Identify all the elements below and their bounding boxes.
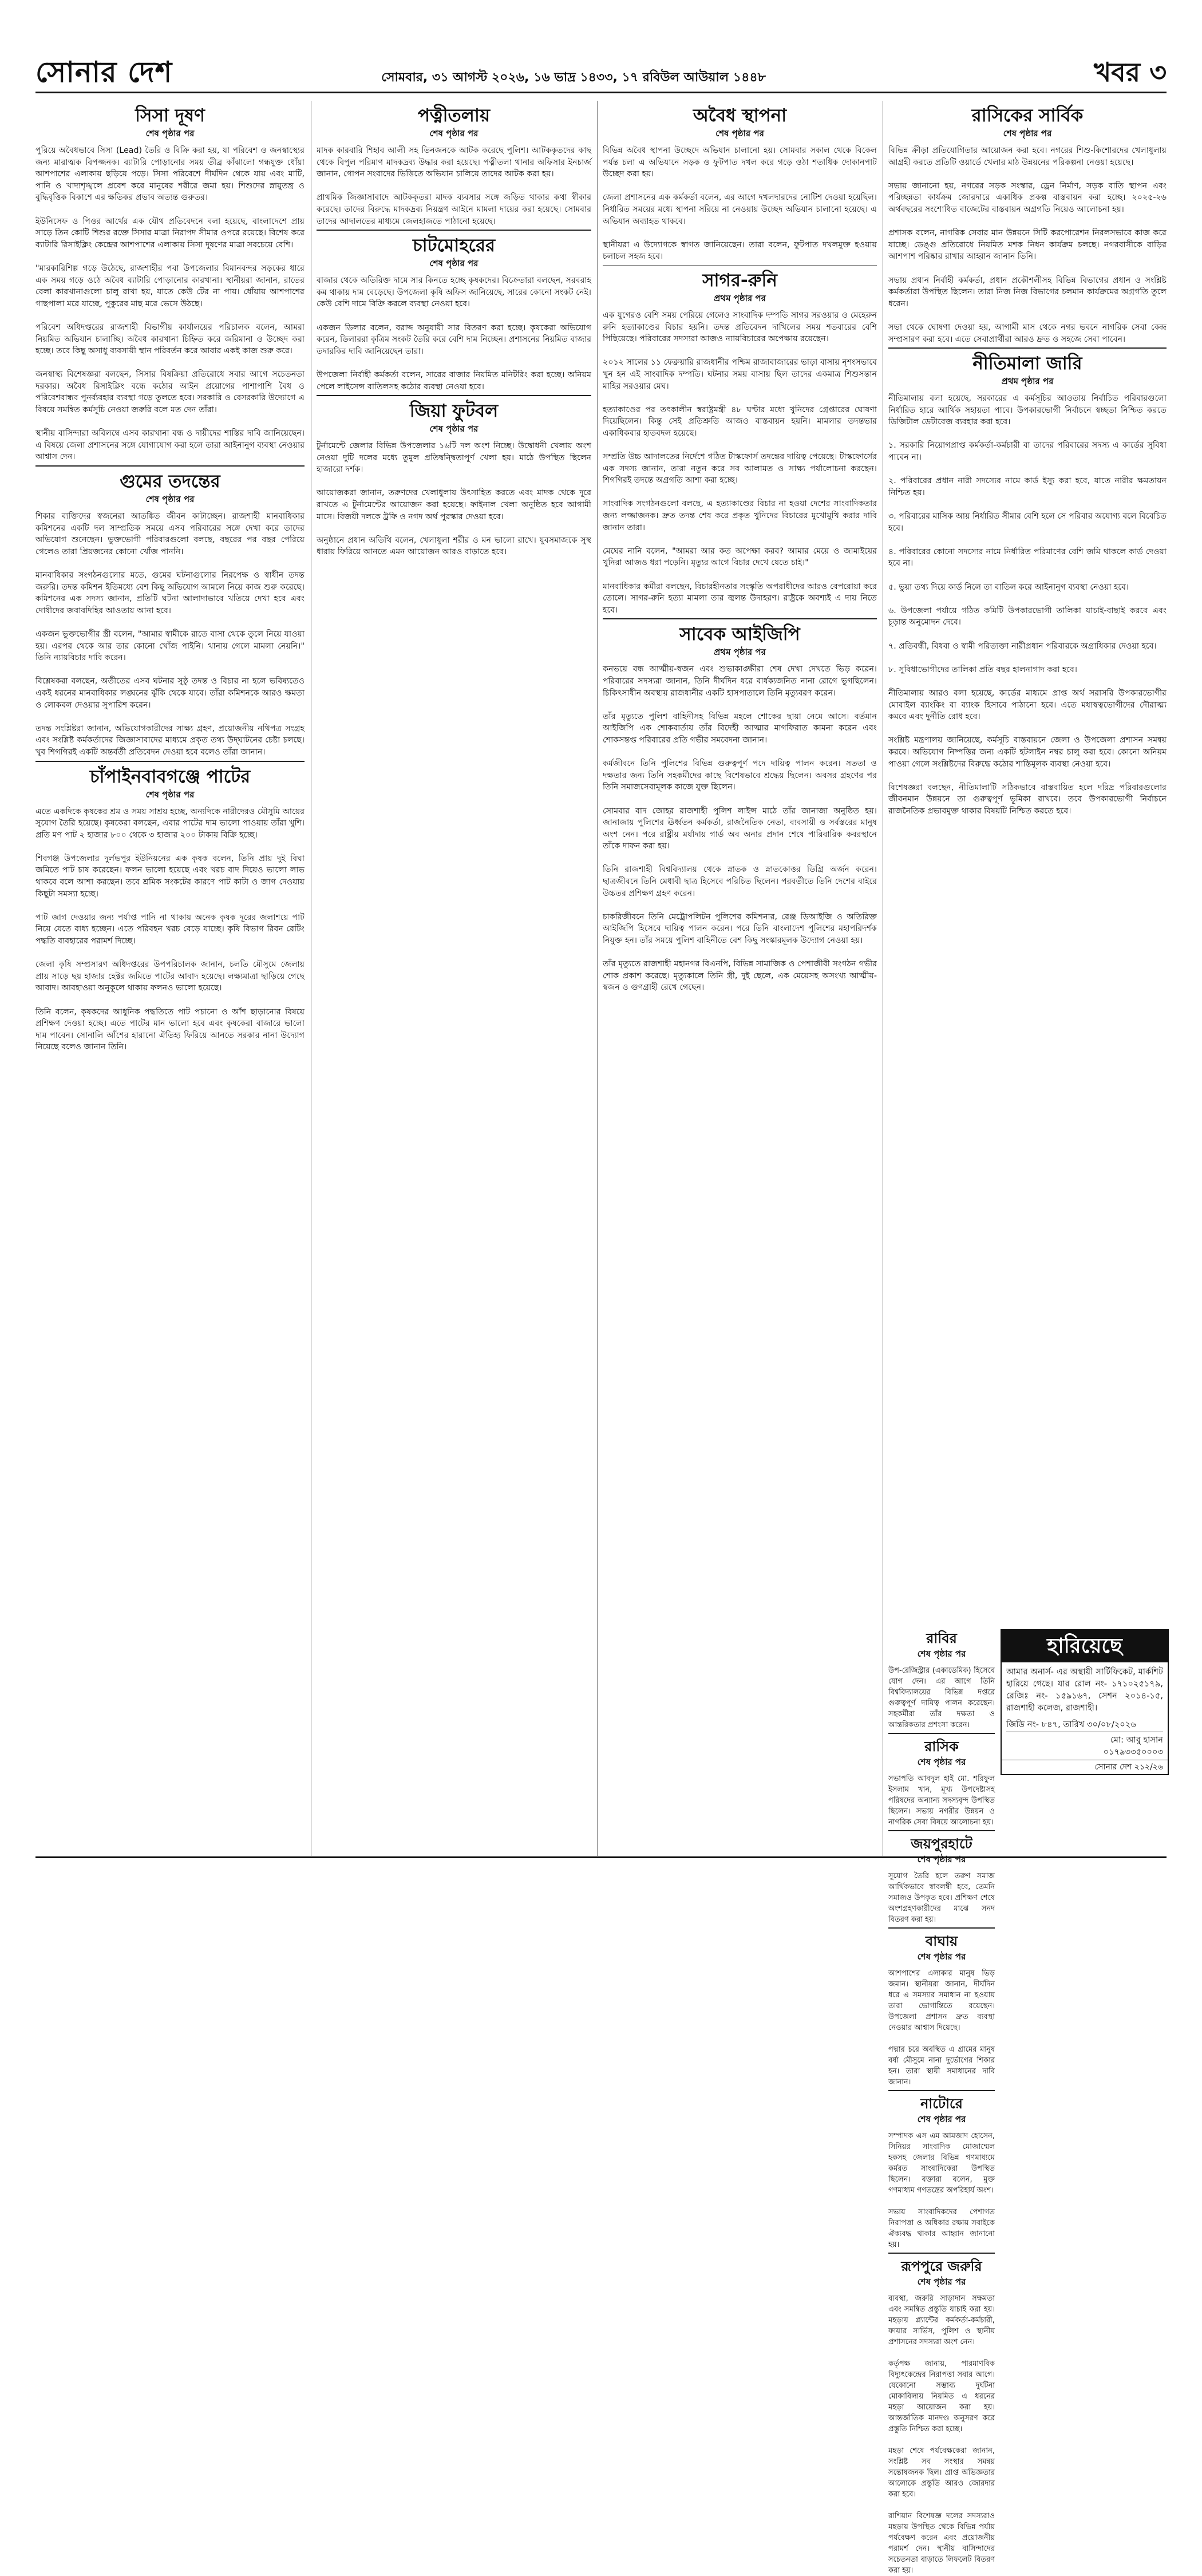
briefs-column: [888, 1629, 998, 2575]
article-kicker: শেষ পৃষ্ঠার পর: [145, 789, 195, 800]
article-kicker: শেষ পৃষ্ঠার পর: [917, 1649, 966, 1659]
article-body: মাদক কারবারি শিহাব আলী সহ তিনজনকে আটক করেছে পুলিশ। আটককৃতদের কাছ থেকে বিপুল পরিমাণ মাদকদ্রব্য উদ্ধার করা হয়েছে। পত্নীতলা থানার অফিসার ইনচার্জ জানান, গোপন সংবাদের ভিত্তিতে অভিযান চালিয়ে তাদের আটক করা হয়। প্রাথমিক জিজ্ঞাসাবাদে আটককৃতরা মাদক ব্যবসার সঙ্গে জড়িত থাকার কথা স্বীকার করেছে। তাদের বিরুদ্ধে মাদকদ্রব্য নিয়ন্ত্রণ আইনে মামলা দায়ের করা হয়েছে। সোমবার তাদের আদালতের মাধ্যমে জেলহাজতে পাঠানো হয়েছে।: [317, 146, 591, 226]
dateline: সোমবার, ৩১ আগস্ট ২০২৬, ১৬ ভাদ্র ১৪৩৩, ১৭ রবিউল আউয়াল ১৪৪৮: [381, 70, 766, 85]
notice-name: মো: আবু হাসান: [1110, 1735, 1163, 1745]
article-headline: গুমের তদন্তের: [120, 471, 220, 492]
column-divider: [597, 101, 598, 1856]
article-kicker: শেষ পৃষ্ঠার পর: [145, 494, 195, 505]
article-body: পুরিয়ে অবৈধভাবে সিসা (Lead) তৈরি ও বিক্রি করা হয়, যা পরিবেশ ও জনস্বাস্থ্যের জন্য মারাত্মক বিপজ্জনক। ব্যাটারি পোড়ানোর সময় তীব্র কাঁঝালো গন্ধযুক্ত ধোঁয়া আশপাশের এলাকায় ছড়িয়ে পড়ে। সিসা পরিবেশে দীর্ঘদিন থেকে যায় এবং মাটি, পানি ও খাদ্যশৃঙ্খলে প্রবেশ করে মানুষের শরীরে জমা হয়। শিশুদের স্নায়ুতন্ত্র ও বুদ্ধিবৃত্তিক বিকাশে এর ক্ষতিকর প্রভাব অত্যন্ত গুরুতর। ইউনিসেফ ও পিওর আর্থের এক যৌথ প্রতিবেদনে বলা হয়েছে, বাংলাদেশে প্রায় সাড়ে তিন কোটি শিশুর রক্তে সিসার মাত্রা নিরাপদ সীমার ওপরে রয়েছে। বিশেষ করে ব্যাটারি রিসাইক্লিং কেন্দ্রের আশপাশের এলাকায় সিসা দূষণের মাত্রা সবচেয়ে বেশি। "মারকারিশিল্প গড়ে উঠেছে, রাজশাহীর পবা উপজেলার বিমানবন্দর সড়কের ধারে এক সময় গড়ে ওঠে অবৈধ ব্যাটারি পোড়ানোর কারখানা। স্থানীয়রা জানান, রাতের বেলা কারখানাগুলো চালু রাখা হয়, যাতে কেউ টের না পায়। ধোঁয়ায় আশপাশের গাছপালা মরে যাচ্ছে, পুকুরের মাছ মরে ভেসে উঠছে। পরিবেশ অধিদপ্তরের রাজশাহী বিভাগীয় কার্যালয়ের পরিচালক বলেন, আমরা নিয়মিত অভিযান চালাচ্ছি। অবৈধ কারখানা চিহ্নিত করে জরিমানা ও উচ্ছেদ করা হচ্ছে। তবে কিছু অসাধু ব্যবসায়ী স্থান পরিবর্তন করে আবার একই কাজ শুরু করে। জনস্বাস্থ্য বিশেষজ্ঞরা বলছেন, সিসার বিষক্রিয়া প্রতিরোধে সবার আগে সচেতনতা দরকার। অবৈধ রিসাইক্লিং বন্ধে কঠোর আইন প্রয়োগের পাশাপাশি বৈধ ও পরিবেশবান্ধব পুনর্ব্যবহার ব্যবস্থা গড়ে তুলতে হবে। সরকারি ও বেসরকারি উদ্যোগে এ বিষয়ে সমন্বিত কর্মসূচি নেওয়া জরুরি বলে মত দেন তাঁরা। স্থানীয় বাসিন্দারা অবিলম্বে এসব কারখানা বন্ধ ও দায়ীদের শাস্তির দাবি জানিয়েছেন। এ বিষয়ে জেলা প্রশাসনের সঙ্গে যোগাযোগ করা হলে তারা আইনানুগ ব্যবস্থা নেওয়ার আশ্বাস দেন।: [35, 146, 305, 462]
article-body: নীতিমালায় বলা হয়েছে, সরকারের এ কর্মসূচির আওতায় নির্বাচিত পরিবারগুলো নির্ধারিত হারে আর্থিক সহায়তা পাবে। উপকারভোগী নির্বাচনে স্বচ্ছতা নিশ্চিত করতে ডিজিটাল ডেটাবেজ ব্যবহার করা হবে। ১. সরকারি নিয়োগপ্রাপ্ত কর্মকর্তা-কর্মচারী বা তাদের পরিবারের সদস্য এ কার্ডের সুবিধা পাবেন না। ২. পরিবারের প্রধান নারী সদস্যের নামে কার্ড ইস্যু করা হবে, যাতে নারীর ক্ষমতায়ন নিশ্চিত হয়। ৩. পরিবারের মাসিক আয় নির্ধারিত সীমার বেশি হলে সে পরিবার অযোগ্য বলে বিবেচিত হবে। ৪. পরিবারের কোনো সদস্যের নামে নির্ধারিত পরিমাণের বেশি জমি থাকলে কার্ড দেওয়া হবে না। ৫. ভুয়া তথ্য দিয়ে কার্ড নিলে তা বাতিল করে আইনানুগ ব্যবস্থা নেওয়া হবে। ৬. উপজেলা পর্যায়ে গঠিত কমিটি উপকারভোগী তালিকা যাচাই-বাছাই করবে এবং চূড়ান্ত অনুমোদন দেবে। ৭. প্রতিবন্ধী, বিধবা ও স্বামী পরিত্যক্তা নারীপ্রধান পরিবারকে অগ্রাধিকার দেওয়া হবে। ৮. সুবিধাভোগীদের তালিকা প্রতি বছর হালনাগাদ করা হবে। নীতিমালায় আরও বলা হয়েছে, কার্ডের মাধ্যমে প্রাপ্ত অর্থ সরাসরি উপকারভোগীর মোবাইল ব্যাংকিং বা ব্যাংক হিসাবে পাঠানো হবে। এতে মধ্যস্বত্বভোগীদের দৌরাত্ম্য কমবে এবং দুর্নীতি রোধ হবে। সংশ্লিষ্ট মন্ত্রণালয় জানিয়েছে, কর্মসূচি বাস্তবায়নে জেলা ও উপজেলা প্রশাসন সমন্বয় করবে। অভিযোগ নিষ্পত্তির জন্য একটি হটলাইন নম্বর চালু করা হবে। কোনো অনিয়ম পাওয়া গেলে সংশ্লিষ্টদের বিরুদ্ধে কঠোর শাস্তিমূলক ব্যবস্থা নেওয়া হবে। বিশেষজ্ঞরা বলছেন, নীতিমালাটি সঠিকভাবে বাস্তবায়িত হলে দরিদ্র পরিবারগুলোর জীবনমান উন্নয়নে তা গুরুত্বপূর্ণ ভূমিকা রাখবে। তবে উপকারভোগী নির্বাচনে রাজনৈতিক প্রভাবমুক্ত থাকার বিষয়টি নিশ্চিত করতে হবে।: [888, 394, 1167, 816]
masthead: [35, 55, 1167, 90]
article-headline: রাসিক: [924, 1739, 959, 1755]
article-body: বিভিন্ন অবৈধ স্থাপনা উচ্ছেদে অভিযান চালানো হয়। সোমবার সকাল থেকে বিকেল পর্যন্ত চলা এ অভিযানে সড়ক ও ফুটপাত দখল করে গড়ে ওঠা শতাধিক দোকানপাট উচ্ছেদ করা হয়। জেলা প্রশাসনের এক কর্মকর্তা বলেন, এর আগে দখলদারদের নোটিশ দেওয়া হয়েছিল। নির্ধারিত সময়ের মধ্যে স্থাপনা সরিয়ে না নেওয়ায় উচ্ছেদ অভিযান চালানো হয়েছে। এ অভিযান অব্যাহত থাকবে। স্থানীয়রা এ উদ্যোগকে স্বাগত জানিয়েছেন। তারা বলেন, ফুটপাত দখলমুক্ত হওয়ায় চলাচল সহজ হবে।: [603, 146, 877, 262]
lost-notice: [1001, 1629, 1169, 1775]
article-body: সভাপতি আবদুল হাই মো. শরিফুল ইসলাম খান, মূখ্য উপদেষ্টাসহ পরিষদের অন্যান্য সদস্যবৃন্দ উপস্থিত ছিলেন। সভায় নগরীর উন্নয়ন ও নাগরিক সেবা বিষয়ে আলোচনা হয়।: [888, 1775, 998, 1827]
article-kicker: প্রথম পৃষ্ঠার পর: [714, 647, 766, 658]
article-body: শিকার ব্যক্তিদের স্বজনেরা আতঙ্কিত জীবন কাটাচ্ছেন। রাজশাহী মানবাধিকার কমিশনের একটি দল সাম্প্রতিক সময়ে এসব পরিবারের সঙ্গে দেখা করে তাদের অভিযোগ শুনেছেন। ভুক্তভোগী পরিবারগুলো বলছে, বছরের পর বছর পেরিয়ে গেলেও তারা প্রিয়জনের কোনো খোঁজ পাননি। মানবাধিকার সংগঠনগুলোর মতে, গুমের ঘটনাগুলোর নিরপেক্ষ ও স্বাধীন তদন্ত জরুরি। তদন্ত কমিশন ইতিমধ্যে বেশ কিছু অভিযোগ আমলে নিয়ে কাজ শুরু করেছে। কমিশনের এক সদস্য জানান, প্রতিটি ঘটনা আলাদাভাবে খতিয়ে দেখা হবে এবং দোষীদের জবাবদিহির আওতায় আনা হবে। একজন ভুক্তভোগীর স্ত্রী বলেন, "আমার স্বামীকে রাতে বাসা থেকে তুলে নিয়ে যাওয়া হয়। এরপর থেকে আর তার কোনো খোঁজ পাইনি। থানায় গেলে মামলা নেয়নি।" তিনি ন্যায়বিচার দাবি করেন। বিশ্লেষকরা বলছেন, অতীতের এসব ঘটনার সুষ্ঠু তদন্ত ও বিচার না হলে ভবিষ্যতেও একই ধরনের মানবাধিকার লঙ্ঘনের ঝুঁকি থেকে যাবে। তাঁরা কমিশনকে আরও ক্ষমতা ও লোকবল দেওয়ার সুপারিশ করেন। তদন্ত সংশ্লিষ্টরা জানান, অভিযোগকারীদের সাক্ষ্য গ্রহণ, প্রয়োজনীয় নথিপত্র সংগ্রহ এবং সংশ্লিষ্ট কর্মকর্তাদের জিজ্ঞাসাবাদের মাধ্যমে প্রকৃত তথ্য উদ্‌ঘাটনের চেষ্টা চলছে। খুব শিগগিরই একটি অন্তর্বর্তী প্রতিবেদন দেওয়া হবে বলেও তাঁরা জানান।: [35, 512, 305, 757]
article-body: উপ-রেজিস্ট্রার (একাডেমিক) হিসেবে যোগ দেন। এর আগে তিনি বিশ্ববিদ্যালয়ের বিভিন্ন দপ্তরে গুরুত্বপূর্ণ দায়িত্ব পালন করেছেন। সহকর্মীরা তাঁর দক্ষতা ও আন্তরিকতার প্রশংসা করেন।: [888, 1666, 998, 1729]
masthead-rule: [35, 92, 1167, 93]
article-headline: রূপপুরে জরুরি: [901, 2258, 982, 2274]
article-body: সম্পাদক এস এম আমজাদ হোসেন, সিনিয়র সাংবাদিক মোজাম্মেল হকসহ জেলার বিভিন্ন গণমাধ্যমে কর্মরত সাংবাদিকেরা উপস্থিত ছিলেন। বক্তারা বলেন, মুক্ত গণমাধ্যম গণতন্ত্রের অপরিহার্য অংশ। সভায় সাংবাদিকদের পেশাগত নিরাপত্তা ও অধিকার রক্ষায় সবাইকে ঐক্যবদ্ধ থাকার আহ্বান জানানো হয়।: [888, 2132, 995, 2249]
article-kicker: শেষ পৃষ্ঠার পর: [917, 1951, 966, 1962]
article-body: কনভয়ে বন্ধ আত্মীয়-স্বজন এবং শুভাকাঙ্ক্ষীরা শেষ দেখা দেখতে ভিড় করেন। পরিবারের সদস্যরা জানান, তিনি দীর্ঘদিন ধরে বার্ধক্যজনিত নানা রোগে ভুগছিলেন। চিকিৎসাধীন অবস্থায় রাজধানীর একটি হাসপাতালে তিনি মৃত্যুবরণ করেন। তাঁর মৃত্যুতে পুলিশ বাহিনীসহ বিভিন্ন মহলে শোকের ছায়া নেমে আসে। বর্তমান আইজিপি এক শোকবার্তায় তাঁর বিদেহী আত্মার মাগফিরাত কামনা করেন এবং শোকসন্তপ্ত পরিবারের প্রতি গভীর সমবেদনা জানান। কর্মজীবনে তিনি পুলিশের বিভিন্ন গুরুত্বপূর্ণ পদে দায়িত্ব পালন করেন। সততা ও দক্ষতার জন্য তিনি সহকর্মীদের কাছে বিশেষভাবে শ্রদ্ধেয় ছিলেন। অবসর গ্রহণের পর তিনি সমাজসেবামূলক কাজে যুক্ত ছিলেন। সোমবার বাদ জোহর রাজশাহী পুলিশ লাইন্স মাঠে তাঁর জানাজা অনুষ্ঠিত হয়। জানাজায় পুলিশের ঊর্ধ্বতন কর্মকর্তা, রাজনৈতিক নেতা, ব্যবসায়ী ও সর্বস্তরের মানুষ অংশ নেন। পরে রাষ্ট্রীয় মর্যাদায় গার্ড অব অনার প্রদান শেষে পারিবারিক কবরস্থানে তাঁকে দাফন করা হয়। তিনি রাজশাহী বিশ্ববিদ্যালয় থেকে স্নাতক ও স্নাতকোত্তর ডিগ্রি অর্জন করেন। ছাত্রজীবনে তিনি মেধাবী ছাত্র হিসেবে পরিচিত ছিলেন। পরবর্তীতে তিনি দেশের বাইরে উচ্চতর প্রশিক্ষণ গ্রহণ করেন। চাকরিজীবনে তিনি মেট্রোপলিটন পুলিশের কমিশনার, রেঞ্জ ডিআইজি ও অতিরিক্ত আইজিপি হিসেবে দায়িত্ব পালন করেন। পরে তিনি বাংলাদেশ পুলিশের মহাপরিদর্শক নিযুক্ত হন। তাঁর সময়ে পুলিশ বাহিনীতে বেশ কিছু সংস্কারমূলক উদ্যোগ নেওয়া হয়। তাঁর মৃত্যুতে রাজশাহী মহানগর বিএনপি, বিভিন্ন সামাজিক ও পেশাজীবী সংগঠন গভীর শোক প্রকাশ করেছে। মৃত্যুকালে তিনি স্ত্রী, দুই ছেলে, এক মেয়েসহ অসংখ্য আত্মীয়-স্বজন ও গুণগ্রাহী রেখে গেছেন।: [603, 665, 877, 993]
article-kicker: শেষ পৃষ্ঠার পর: [429, 258, 479, 269]
article-chapainawabganj-pater: [35, 761, 305, 1053]
article-body: ব্যবস্থা, জরুরি সাড়াদান সক্ষমতা এবং সমন্বিত প্রস্তুতি যাচাই করা হয়। মহড়ায় প্ল্যান্টের কর্মকর্তা-কর্মচারী, ফায়ার সার্ভিস, পুলিশ ও স্থানীয় প্রশাসনের সদস্যরা অংশ নেন। কর্তৃপক্ষ জানায়, পারমাণবিক বিদ্যুৎকেন্দ্রের নিরাপত্তা সবার আগে। যেকোনো সম্ভাব্য দুর্ঘটনা মোকাবিলায় নিয়মিত এ ধরনের মহড়া আয়োজন করা হয়। আন্তর্জাতিক মানদণ্ড অনুসরণ করে প্রস্তুতি নিশ্চিত করা হচ্ছে। মহড়া শেষে পর্যবেক্ষকেরা জানান, সংশ্লিষ্ট সব সংস্থার সমন্বয় সন্তোষজনক ছিল। প্রাপ্ত অভিজ্ঞতার আলোকে প্রস্তুতি আরও জোরদার করা হবে। রাশিয়ান বিশেষজ্ঞ দলের সদস্যরাও মহড়ায় উপস্থিত থেকে বিভিন্ন পর্যায় পর্যবেক্ষণ করেন এবং প্রয়োজনীয় পরামর্শ দেন। স্থানীয় বাসিন্দাদের সচেতনতা বাড়াতে লিফলেট বিতরণ করা হয়।: [888, 2294, 995, 2575]
article-body: এতে একদিকে কৃষকের শ্রম ও সময় সাশ্রয় হচ্ছে, অন্যদিকে নারীদেরও মৌসুমি আয়ের সুযোগ তৈরি হয়েছে। কৃষকেরা বলছেন, এবার পাটের দাম ভালো পাওয়ায় তাঁরা খুশি। প্রতি মণ পাট ২ হাজার ৮০০ থেকে ৩ হাজার ২০০ টাকায় বিক্রি হচ্ছে। শিবগঞ্জ উপজেলার দুর্লভপুর ইউনিয়নের এক কৃষক বলেন, তিনি প্রায় দুই বিঘা জমিতে পাট চাষ করেছেন। ফলন ভালো হয়েছে এবং খরচ বাদ দিয়েও ভালো লাভ থাকবে বলে আশা করছেন। তবে শ্রমিক সংকটের কারণে পাট কাটা ও জাগ দেওয়ায় কিছুটা সমস্যা হচ্ছে। পাট জাগ দেওয়ার জন্য পর্যাপ্ত পানি না থাকায় অনেক কৃষক দূরের জলাশয়ে পাট নিয়ে যেতে বাধ্য হচ্ছেন। এতে পরিবহন খরচ বেড়ে যাচ্ছে। কৃষি বিভাগ রিবন রেটিং পদ্ধতি ব্যবহারের পরামর্শ দিচ্ছে। জেলা কৃষি সম্প্রসারণ অধিদপ্তরের উপপরিচালক জানান, চলতি মৌসুমে জেলায় প্রায় সাড়ে ছয় হাজার হেক্টর জমিতে পাটের আবাদ হয়েছে। লক্ষ্যমাত্রা ছাড়িয়ে গেছে আবাদ। আবহাওয়া অনুকূলে থাকায় ফলনও ভালো হয়েছে। তিনি বলেন, কৃষকদের আধুনিক পদ্ধতিতে পাট পচানো ও আঁশ ছাড়ানোর বিষয়ে প্রশিক্ষণ দেওয়া হচ্ছে। এতে পাটের মান ভালো হবে এবং কৃষকেরা বাজারে ভালো দাম পাবেন। সোনালি আঁশের হারানো ঐতিহ্য ফিরিয়ে আনতে সরকার নানা উদ্যোগ নিয়েছে বলেও জানান তিনি।: [35, 807, 305, 1052]
article-kicker: শেষ পৃষ্ঠার পর: [1003, 128, 1052, 139]
article-body: আশপাশের এলাকার মানুষ ভিড় জমান। স্থানীয়রা জানান, দীর্ঘদিন ধরে এ সমস্যার সমাধান না হওয়ায় তারা ভোগান্তিতে রয়েছেন। উপজেলা প্রশাসন দ্রুত ব্যবস্থা নেওয়ার আশ্বাস দিয়েছে। পদ্মার চরে অবস্থিত এ গ্রামের মানুষ বর্ষা মৌসুমে নানা দুর্ভোগের শিকার হন। তারা স্থায়ী সমাধানের দাবি জানান।: [888, 1969, 995, 2087]
article-rooppur: [888, 2253, 995, 2576]
article-body: সুযোগ তৈরি হলে তরুণ সমাজ আর্থিকভাবে স্বাবলম্বী হবে, তেমনি সমাজও উপকৃত হবে। প্রশিক্ষণ শেষে অংশগ্রহণকারীদের মাঝে সনদ বিতরণ করা হয়।: [888, 1872, 998, 1924]
article-gumer-tadanter: [35, 465, 305, 758]
article-body: এক যুগেরও বেশি সময় পেরিয়ে গেলেও সাংবাদিক দম্পতি সাগর সরওয়ার ও মেহেরুন রুনি হত্যাকাণ্ডের বিচার হয়নি। তদন্ত প্রতিবেদন দাখিলের সময় শতবারের বেশি পিছিয়েছে। পরিবারের সদস্যরা আজও ন্যায়বিচারের অপেক্ষায় রয়েছেন। ২০১২ সালের ১১ ফেব্রুয়ারি রাজধানীর পশ্চিম রাজাবাজারের ভাড়া বাসায় নৃশংসভাবে খুন হন এই সাংবাদিক দম্পতি। ঘটনার সময় বাসায় ছিল তাদের একমাত্র শিশুসন্তান মাহির সরওয়ার মেঘ। হত্যাকাণ্ডের পর তৎকালীন স্বরাষ্ট্রমন্ত্রী ৪৮ ঘণ্টার মধ্যে খুনিদের গ্রেপ্তারের ঘোষণা দিয়েছিলেন। কিন্তু সেই প্রতিশ্রুতি আজও বাস্তবায়ন হয়নি। মামলার তদন্তভার একাধিকবার হাতবদল হয়েছে। সম্প্রতি উচ্চ আদালতের নির্দেশে গঠিত টাস্কফোর্স তদন্তের দায়িত্ব পেয়েছে। টাস্কফোর্সের এক সদস্য জানান, তারা নতুন করে সব আলামত ও সাক্ষ্য পর্যালোচনা করছেন। শিগগিরই তদন্তে অগ্রগতি আশা করা হচ্ছে। সাংবাদিক সংগঠনগুলো বলছে, এ হত্যাকাণ্ডের বিচার না হওয়া দেশের সাংবাদিকতার জন্য লজ্জাজনক। দ্রুত তদন্ত শেষ করে প্রকৃত খুনিদের বিচারের মুখোমুখি করার দাবি জানান তারা। মেঘের নানি বলেন, "আমরা আর কত অপেক্ষা করব? আমার মেয়ে ও জামাইয়ের খুনিরা আজও ধরা পড়েনি। মৃত্যুর আগে বিচার দেখে যেতে চাই।" মানবাধিকার কর্মীরা বলছেন, বিচারহীনতার সংস্কৃতি অপরাধীদের আরও বেপরোয়া করে তোলে। সাগর-রুনি হত্যা মামলা তার জ্বলন্ত উদাহরণ। রাষ্ট্রকে অবশ্যই এ দায় নিতে হবে।: [603, 310, 877, 615]
column-1: [35, 101, 305, 1856]
notice-source: সোনার দেশ ২১২/২৬: [1002, 1760, 1168, 1774]
column-3: [603, 101, 877, 1856]
article-kicker: প্রথম পৃষ্ঠার পর: [714, 293, 766, 303]
article-chatmohorer: [317, 230, 591, 393]
article-patnitola: [317, 105, 591, 227]
article-headline: সিসা দূষণ: [135, 105, 205, 126]
article-body: টুর্নামেন্টে জেলার বিভিন্ন উপজেলার ১৬টি দল অংশ নিচ্ছে। উদ্বোধনী খেলায় অংশ নেওয়া দুটি দলের মধ্যে তুমুল প্রতিদ্বন্দ্বিতাপূর্ণ খেলা হয়। মাঠে উপস্থিত ছিলেন হাজারো দর্শক। আয়োজকরা জানান, তরুণদের খেলাধুলায় উৎসাহিত করতে এবং মাদক থেকে দূরে রাখতে এ টুর্নামেন্টের আয়োজন করা হয়েছে। ফাইনাল খেলা অনুষ্ঠিত হবে আগামী মাসে। বিজয়ী দলকে ট্রফি ও নগদ অর্থ পুরস্কার দেওয়া হবে। অনুষ্ঠানে প্রধান অতিথি বলেন, খেলাধুলা শরীর ও মন ভালো রাখে। যুবসমাজকে সুস্থ ধারায় ফিরিয়ে আনতে এমন আয়োজন আরও বাড়াতে হবে।: [317, 441, 591, 557]
notice-gd: জিডি নং- ৮৪৭, তারিখ ৩০/০৮/২০২৬: [1006, 1720, 1136, 1729]
article-rabir: [888, 1630, 998, 1730]
article-body: বাজার থেকে অতিরিক্ত দামে সার কিনতে হচ্ছে কৃষকদের। বিক্রেতারা বলছেন, সরবরাহ কম থাকায় দাম বেড়েছে। উপজেলা কৃষি অফিস জানিয়েছে, সারের কোনো সংকট নেই। কেউ বেশি দামে বিক্রি করলে ব্যবস্থা নেওয়া হবে। একজন ডিলার বলেন, বরাদ্দ অনুযায়ী সার বিতরণ করা হচ্ছে। কৃষকেরা অভিযোগ করেন, ডিলাররা কৃত্রিম সংকট তৈরি করে বেশি দাম নিচ্ছেন। প্রশাসনের নিয়মিত বাজার তদারকির দাবি জানিয়েছেন তারা। উপজেলা নির্বাহী কর্মকর্তা বলেন, সারের বাজার নিয়মিত মনিটরিং করা হচ্ছে। অনিয়ম পেলে লাইসেন্স বাতিলসহ কঠোর ব্যবস্থা নেওয়া হবে।: [317, 276, 591, 392]
article-kicker: শেষ পৃষ্ঠার পর: [145, 128, 195, 139]
article-headline: সাবেক আইজিপি: [679, 624, 800, 645]
article-kicker: শেষ পৃষ্ঠার পর: [429, 128, 479, 139]
article-headline: জয়পুরহাটে: [911, 1836, 972, 1852]
article-headline: চাঁপাইনবাবগঞ্জে পাটের: [89, 766, 251, 787]
article-obaidh-sthapona: [603, 105, 877, 266]
article-kicker: শেষ পৃষ্ঠার পর: [429, 424, 479, 434]
article-kicker: শেষ পৃষ্ঠার পর: [917, 1757, 966, 1767]
article-headline: নীতিমালা জারি: [972, 353, 1082, 374]
column-4: [888, 101, 1167, 1856]
article-zia-football: [317, 395, 591, 558]
newspaper-logo: সোনার দেশ: [35, 55, 173, 89]
article-kicker: শেষ পৃষ্ঠার পর: [917, 1854, 966, 1864]
article-headline: অবৈধ স্থাপনা: [693, 105, 787, 126]
article-kicker: শেষ পৃষ্ঠার পর: [917, 2114, 966, 2124]
article-kicker: প্রথম পৃষ্ঠার পর: [1001, 376, 1054, 387]
article-kicker: শেষ পৃষ্ঠার পর: [715, 128, 764, 139]
article-headline: রাসিকের সার্বিক: [971, 105, 1084, 126]
notice-signature: [1006, 1732, 1163, 1760]
notice-body: আমার অনার্স- এর অস্থায়ী সার্টিফিকেট, মার্কশিট হারিয়ে গেছে। যার রোল নং- ১৭১০২৫১৭৯, রেজিঃ নং- ১৫৯১৬৭, সেশন ২০১৪-১৫, রাজশাহী কলেজ, রাজশাহী।: [1006, 1667, 1163, 1713]
article-sisa-dushon: [35, 105, 305, 463]
footer-rule: [35, 1856, 1167, 1858]
article-bagha: [888, 1927, 995, 2088]
article-rasiker-sarbik: [888, 105, 1167, 345]
column-2: [317, 101, 591, 1856]
article-body: বিভিন্ন ক্রীড়া প্রতিযোগিতার আয়োজন করা হবে। নগরের শিশু-কিশোরদের খেলাধুলায় আগ্রহী করতে প্রতিটি ওয়ার্ডে খেলার মাঠ উন্নয়নের পরিকল্পনা নেওয়া হয়েছে। সভায় জানানো হয়, নগরের সড়ক সংস্কার, ড্রেন নির্মাণ, সড়ক বাতি স্থাপন এবং পরিচ্ছন্নতা কার্যক্রম জোরদারে একাধিক প্রকল্প বাস্তবায়ন করা হচ্ছে। ২০২৫-২৬ অর্থবছরের সংশোধিত বাজেটের বাস্তবায়ন অগ্রগতি নিয়েও আলোচনা হয়। প্রশাসক বলেন, নাগরিক সেবার মান উন্নয়নে সিটি করপোরেশন নিরলসভাবে কাজ করে যাচ্ছে। ডেঙ্গু প্রতিরোধে নিয়মিত মশক নিধন কার্যক্রম চলছে। নগরবাসীকে বাড়ির আশপাশ পরিষ্কার রাখার আহ্বান জানান তিনি। সভায় প্রধান নির্বাহী কর্মকর্তা, প্রধান প্রকৌশলীসহ বিভিন্ন বিভাগের প্রধান ও সংশ্লিষ্ট কর্মকর্তারা উপস্থিত ছিলেন। তারা নিজ নিজ বিভাগের চলমান কার্যক্রমের অগ্রগতি তুলে ধরেন। সভা থেকে ঘোষণা দেওয়া হয়, আগামী মাস থেকে নগর ভবনে নাগরিক সেবা কেন্দ্র সম্প্রসারণ করা হবে। এতে সেবাপ্রার্থীরা আরও দ্রুত ও সহজে সেবা পাবেন।: [888, 146, 1167, 344]
article-nitimala-jari: [888, 347, 1167, 817]
article-headline: জিয়া ফুটবল: [409, 401, 499, 422]
article-headline: চাটমোহরের: [412, 235, 496, 256]
article-joypurhat: [888, 1830, 998, 1925]
article-headline: সাগর-রুনি: [702, 270, 777, 291]
article-headline: পত্নীতলায়: [417, 105, 491, 126]
page-section-label: খবর ৩: [1093, 57, 1167, 88]
article-headline: বাঘায়: [925, 1933, 958, 1949]
article-headline: নাটোরে: [920, 2096, 963, 2112]
article-headline: রাবির: [926, 1630, 957, 1646]
notice-title: হারিয়েছে: [1002, 1630, 1168, 1662]
article-sagar-runi: [603, 270, 877, 616]
article-rasik: [888, 1733, 998, 1828]
article-kicker: শেষ পৃষ্ঠার পর: [917, 2277, 966, 2287]
article-natore: [888, 2090, 995, 2250]
notice-phone: ০১৭৯৩৩৫০০০৩: [1103, 1747, 1163, 1757]
article-sabek-igp: [603, 618, 877, 994]
